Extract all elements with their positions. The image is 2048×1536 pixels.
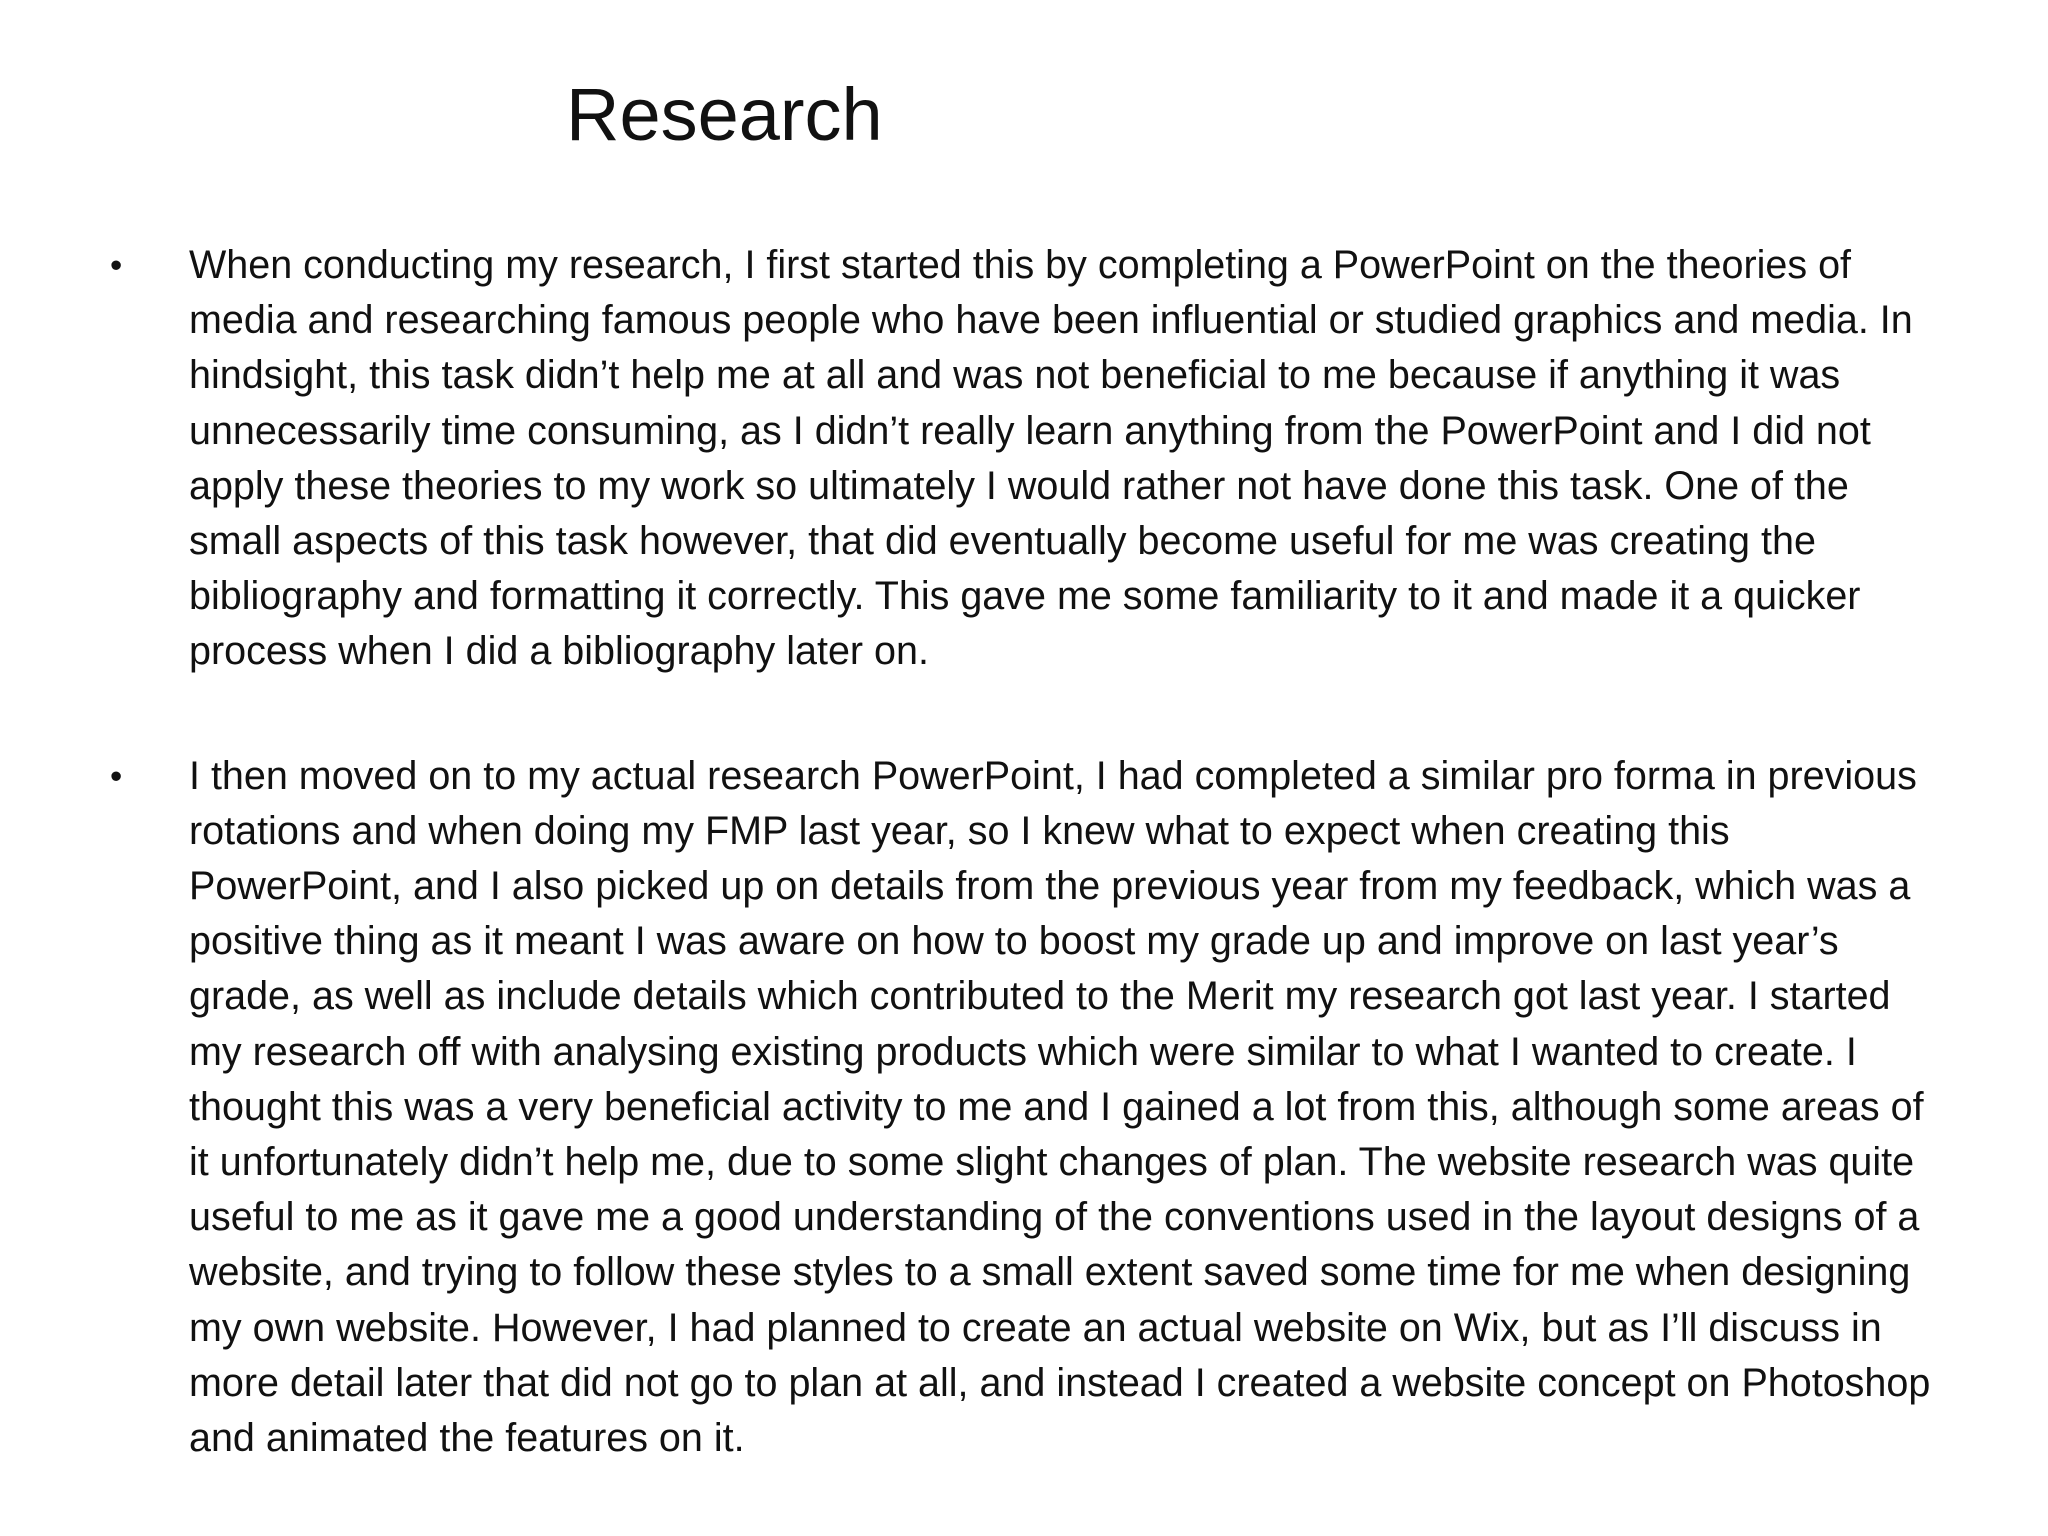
bullet-list [110,238,1940,1535]
bullet-marker: • [110,756,123,796]
bullet-marker: • [110,246,123,285]
bullet-text: When conducting my research, I first started this by completing a PowerPoint on the theories of media and researching famous people who have been influential or studied graphics and media. In hindsight, this task didn’t help me at all and was not beneficial to me because if anything it was unnecessarily time consuming, as I didn’t really learn anything from the PowerPoint and I did not apply these theories to my work so ultimately I would rather not have done this task. One of the small aspects of this task however, that did eventually become useful for me was creating the bibliography and formatting it correctly. This gave me some familiarity to it and made it a quicker process when I did a bibliography later on. [189,243,1913,674]
bullet-text: I then moved on to my actual research PowerPoint, I had completed a similar pro forma in previous rotations and when doing my FMP last year, so I knew what to expect when creating this PowerPoint, and I also picked up on details from the previous year from my feedback, which was a positive thing as it meant I was aware on how to boost my grade up and improve on last year’s grade, as well as include details which contributed to the Merit my research got last year. I started my research off with analysing existing products which were similar to what I wanted to create. I thought this was a very beneficial activity to me and I gained a lot from this, although some areas of it unfortunately didn’t help me, due to some slight changes of plan. The website research was quite useful to me as it gave me a good understanding of the conventions used in the layout designs of a website, and trying to follow these styles to a small extent saved some time for me when designing my own website. However, I had planned to create an actual website on Wix, but as I’ll discuss in more detail later that did not go to plan at all, and instead I created a website concept on Photoshop and animated the features on it. [189,753,1931,1461]
slide-title: Research [566,73,883,156]
bullet-item-1 [110,238,1940,680]
bullet-item-2 [110,749,1940,1467]
